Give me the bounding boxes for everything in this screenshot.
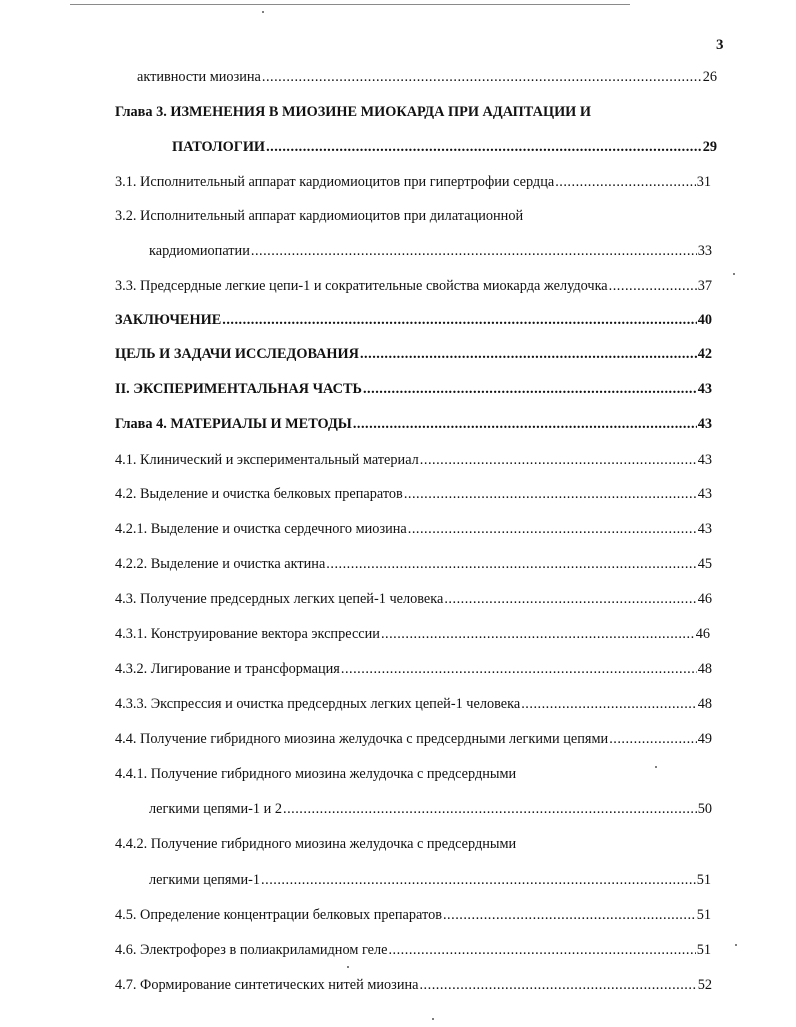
toc-entry-page: 51 <box>696 942 711 958</box>
scan-speck <box>347 966 349 968</box>
toc-entry <box>149 240 712 262</box>
toc-entry-title: легкими цепями-1 <box>149 872 261 888</box>
dot-leader <box>261 869 696 891</box>
toc-entry <box>115 728 712 750</box>
toc-entry-title: II. ЭКСПЕРИМЕНТАЛЬНАЯ ЧАСТЬ <box>115 381 362 397</box>
toc-entry-title: 4.2.1. Выделение и очистка сердечного миозина <box>115 521 407 537</box>
toc-entry-title: 4.2.2. Выделение и очистка актина <box>115 556 326 572</box>
toc-entry <box>115 171 711 193</box>
toc-entry-title: 4.3. Получение предсердных легких цепей-1 человека <box>115 591 444 607</box>
toc-entry-title: 4.1. Клинический и экспериментальный материал <box>115 452 419 468</box>
toc-entry-page: 43 <box>697 381 712 397</box>
toc-entry-page: 46 <box>695 626 710 642</box>
scan-speck <box>655 766 657 768</box>
dot-leader <box>609 728 697 750</box>
dot-leader <box>266 136 702 158</box>
toc-entry <box>149 869 711 891</box>
toc-entry-title: 4.6. Электрофорез в полиакриламидном геле <box>115 942 388 958</box>
toc-entry-page: 48 <box>697 696 712 712</box>
toc-entry-title: 4.4.1. Получение гибридного миозина желудочка с предсердными <box>115 766 517 782</box>
dot-leader <box>444 588 696 610</box>
dot-leader <box>353 413 697 435</box>
toc-entry <box>115 623 710 645</box>
toc-entry <box>115 275 712 297</box>
toc-entry <box>172 136 717 158</box>
dot-leader <box>251 240 697 262</box>
dot-leader <box>326 553 696 575</box>
toc-entry <box>115 974 712 996</box>
dot-leader <box>262 66 702 88</box>
toc-entry-title: 4.3.1. Конструирование вектора экспрессии <box>115 626 380 642</box>
dot-leader <box>363 378 697 400</box>
toc-entry-title: 4.4. Получение гибридного миозина желудочка с предсердными легкими цепями <box>115 731 609 747</box>
toc-entry-title: 4.7. Формирование синтетических нитей миозина <box>115 977 419 993</box>
toc-entry-page: 51 <box>696 872 711 888</box>
toc-entry-page: 37 <box>697 278 712 294</box>
toc-entry <box>115 483 712 505</box>
toc-entry-title: 4.5. Определение концентрации белковых препаратов <box>115 907 442 923</box>
toc-entry-title: 4.3.2. Лигирование и трансформация <box>115 661 340 677</box>
dot-leader <box>555 171 696 193</box>
toc-entry-page: 52 <box>697 977 712 993</box>
toc-entry-page: 31 <box>696 174 711 190</box>
scan-speck <box>733 273 735 275</box>
toc-entry-page: 49 <box>697 731 712 747</box>
dot-leader <box>341 658 697 680</box>
dot-leader <box>388 939 695 961</box>
toc-entry-continued <box>115 833 715 855</box>
scan-speck <box>432 1018 434 1020</box>
toc-entry <box>115 939 711 961</box>
toc-entry-title: ЦЕЛЬ И ЗАДАЧИ ИССЛЕДОВАНИЯ <box>115 346 359 362</box>
toc-entry-page: 46 <box>697 591 712 607</box>
dot-leader <box>360 343 697 365</box>
dot-leader <box>404 483 697 505</box>
toc-entry <box>115 588 712 610</box>
toc-entry-page: 50 <box>697 801 712 817</box>
toc-entry-page: 26 <box>702 69 717 85</box>
scan-top-line <box>70 4 630 5</box>
toc-entry-page: 43 <box>697 452 712 468</box>
toc-entry-page: 42 <box>697 346 712 362</box>
toc-entry-title: 3.3. Предсердные легкие цепи-1 и сократительные свойства миокарда желудочка <box>115 278 608 294</box>
dot-leader <box>381 623 695 645</box>
toc-entry-continued <box>115 205 715 227</box>
toc-entry-title: ЗАКЛЮЧЕНИЕ <box>115 312 222 328</box>
dot-leader <box>419 974 696 996</box>
toc-entry-page: 43 <box>697 521 712 537</box>
toc-entry <box>115 378 712 400</box>
dot-leader <box>222 309 696 331</box>
toc-entry-title: ПАТОЛОГИИ <box>172 139 266 155</box>
scan-speck <box>735 944 737 946</box>
dot-leader <box>443 904 696 926</box>
toc-entry-title: 4.4.2. Получение гибридного миозина желудочка с предсердными <box>115 836 517 852</box>
toc-entry <box>137 66 717 88</box>
dot-leader <box>521 693 696 715</box>
dot-leader <box>283 798 697 820</box>
toc-entry-title: 4.2. Выделение и очистка белковых препаратов <box>115 486 403 502</box>
toc-entry-title: Глава 4. МАТЕРИАЛЫ И МЕТОДЫ <box>115 416 352 432</box>
toc-entry-page: 43 <box>697 416 712 432</box>
toc-entry-title: легкими цепями-1 и 2 <box>149 801 282 817</box>
toc-entry-title: 3.2. Исполнительный аппарат кардиомиоцитов при дилатационной <box>115 208 524 224</box>
toc-entry <box>115 693 712 715</box>
toc-entry-title: активности миозина <box>137 69 261 85</box>
dot-leader <box>408 518 697 540</box>
toc-entry <box>115 343 712 365</box>
toc-entry-page: 29 <box>702 139 717 155</box>
toc-entry <box>115 309 712 331</box>
chapter-heading <box>115 101 715 123</box>
toc-entry-page: 40 <box>697 312 712 328</box>
toc-entry-page: 51 <box>696 907 711 923</box>
toc-entry <box>115 413 712 435</box>
toc-entry <box>115 904 711 926</box>
toc-entry-page: 33 <box>697 243 712 259</box>
toc-entry-continued <box>115 763 715 785</box>
scan-speck <box>262 11 264 13</box>
toc-entry <box>149 798 712 820</box>
toc-entry-page: 45 <box>697 556 712 572</box>
toc-entry <box>115 518 712 540</box>
toc-entry-page: 48 <box>697 661 712 677</box>
toc-entry-page: 43 <box>697 486 712 502</box>
toc-entry-title: Глава 3. ИЗМЕНЕНИЯ В МИОЗИНЕ МИОКАРДА ПРИ АДАПТАЦИИ И <box>115 104 591 120</box>
toc-entry <box>115 658 712 680</box>
page-number: 3 <box>716 37 724 53</box>
dot-leader <box>609 275 697 297</box>
dot-leader <box>420 449 697 471</box>
toc-entry-title: 3.1. Исполнительный аппарат кардиомиоцитов при гипертрофии сердца <box>115 174 555 190</box>
toc-entry <box>115 553 712 575</box>
toc-entry <box>115 449 712 471</box>
toc-entry-title: 4.3.3. Экспрессия и очистка предсердных легких цепей-1 человека <box>115 696 521 712</box>
toc-entry-title: кардиомиопатии <box>149 243 250 259</box>
